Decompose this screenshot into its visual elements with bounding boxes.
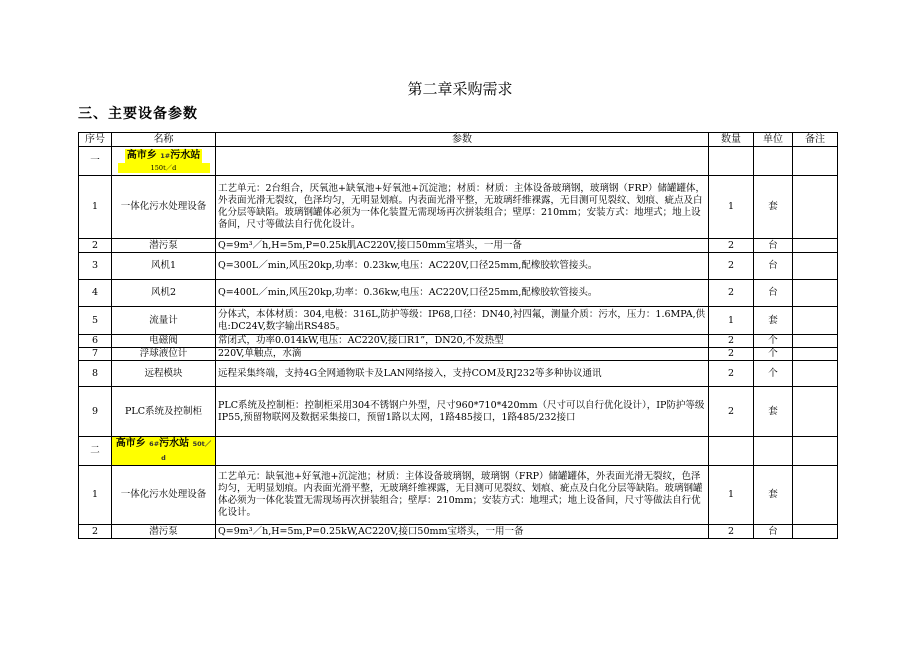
header-qty: 数量 xyxy=(709,133,754,147)
chapter-title: 第二章采购需求 xyxy=(407,80,513,98)
header-note: 备注 xyxy=(793,133,838,147)
site-capacity: 150t／d xyxy=(118,163,210,173)
site-group-row xyxy=(79,437,838,466)
site-no: 二 xyxy=(79,437,112,466)
table-row: 2 潜污泵 Q=9m³／h,H=5m,P=0.25k肌AC220V,接口50mm宝塔头，一用一备 2 台 xyxy=(79,239,838,253)
site-name-cell xyxy=(112,147,216,176)
header-param: 参数 xyxy=(216,133,709,147)
table-row: 6 电磁阀 常闭式，功率0.014kW,电压：AC220V,接口R1”，DN20,不发热型 2 个 xyxy=(79,335,838,348)
header-unit: 单位 xyxy=(754,133,793,147)
header-name: 名称 xyxy=(112,133,216,147)
table-row: 7 浮球液位计 220V,单触点，水滴 2 个 xyxy=(79,348,838,361)
table-row: 2 潜污泵 Q=9m³／h,H=5m,P=0.25kW,AC220V,接口50mm宝塔头，一用一备 2 台 xyxy=(79,525,838,539)
section-title: 三、主要设备参数 xyxy=(78,106,198,122)
site-name-cell xyxy=(112,437,216,466)
table-row: 1 一体化污水处理设备 工艺单元：2台组合，厌氧池+缺氧池+好氧池+沉淀池；材质：材质：主体设备玻璃钢，玻璃钢（FRP）储罐罐体，外表面光滑无裂纹，色泽均匀，无明显划痕。内表面光滑平整，无玻璃纤维裸露，无目测可见裂纹、划痕、疵点及白化分层等缺陷。玻璃钢罐体必须为一体化装置无需现场再次拼装组合；壁厚：210mm；安装方式：地埋式；地上设备间，尺寸等做法自行优化设计。 1 套 xyxy=(79,176,838,239)
site-group-row xyxy=(79,147,838,176)
table-header-row xyxy=(79,133,838,147)
site-no: 一 xyxy=(79,147,112,176)
table-row: 5 流量计 分体式，本体材质：304,电极：316L,防护等级：IP68,口径：DN40,衬四氟，测量介质：污水，压力：1.6MPA,供电:DC24V,数字输出RS485。 1 套 xyxy=(79,307,838,335)
table-row: 9 PLC系统及控制柜 PLC系统及控制柜：控制柜采用304不锈钢户外型，尺寸960*710*420mm（尺寸可以自行优化设计），IP防护等级IP55,预留物联网及数据采集接口，预留1路以太网，1路485接口，1路485/232接口 2 套 xyxy=(79,387,838,437)
table-row: 4 风机2 Q=400L／min,风压20kp,功率：0.36kw,电压：AC220V,口径25mm,配橡胶软管接头。 2 台 xyxy=(79,280,838,307)
header-no: 序号 xyxy=(79,133,112,147)
site-name: 高市乡 1#污水站 xyxy=(126,150,201,161)
site-name: 高市乡 6#污水站 50t／d xyxy=(112,437,215,465)
table-row: 3 风机1 Q=300L／min,风压20kp,功率：0.23kw,电压：AC220V,口径25mm,配橡胶软管接头。 2 台 xyxy=(79,253,838,280)
equipment-parameters-table xyxy=(78,132,838,539)
table-row: 1 一体化污水处理设备 工艺单元：缺氧池+好氧池+沉淀池；材质：主体设备玻璃钢，玻璃钢（FRP）储罐罐体，外表面光滑无裂纹，色泽均匀，无明显划痕。内表面光滑平整，无玻璃纤维裸露，无目测可见裂纹、划痕、疵点及白化分层等缺陷。玻璃钢罐体必须为一体化装置无需现场再次拼装组合；壁厚：210mm；安装方式：地埋式；地上设备间，尺寸等做法自行优化设计。 1 套 xyxy=(79,466,838,525)
table-row: 8 远程模块 远程采集终端，支持4G全网通物联卡及LAN网络接入，支持COM及RJ232等多种协议通讯 2 个 xyxy=(79,361,838,387)
